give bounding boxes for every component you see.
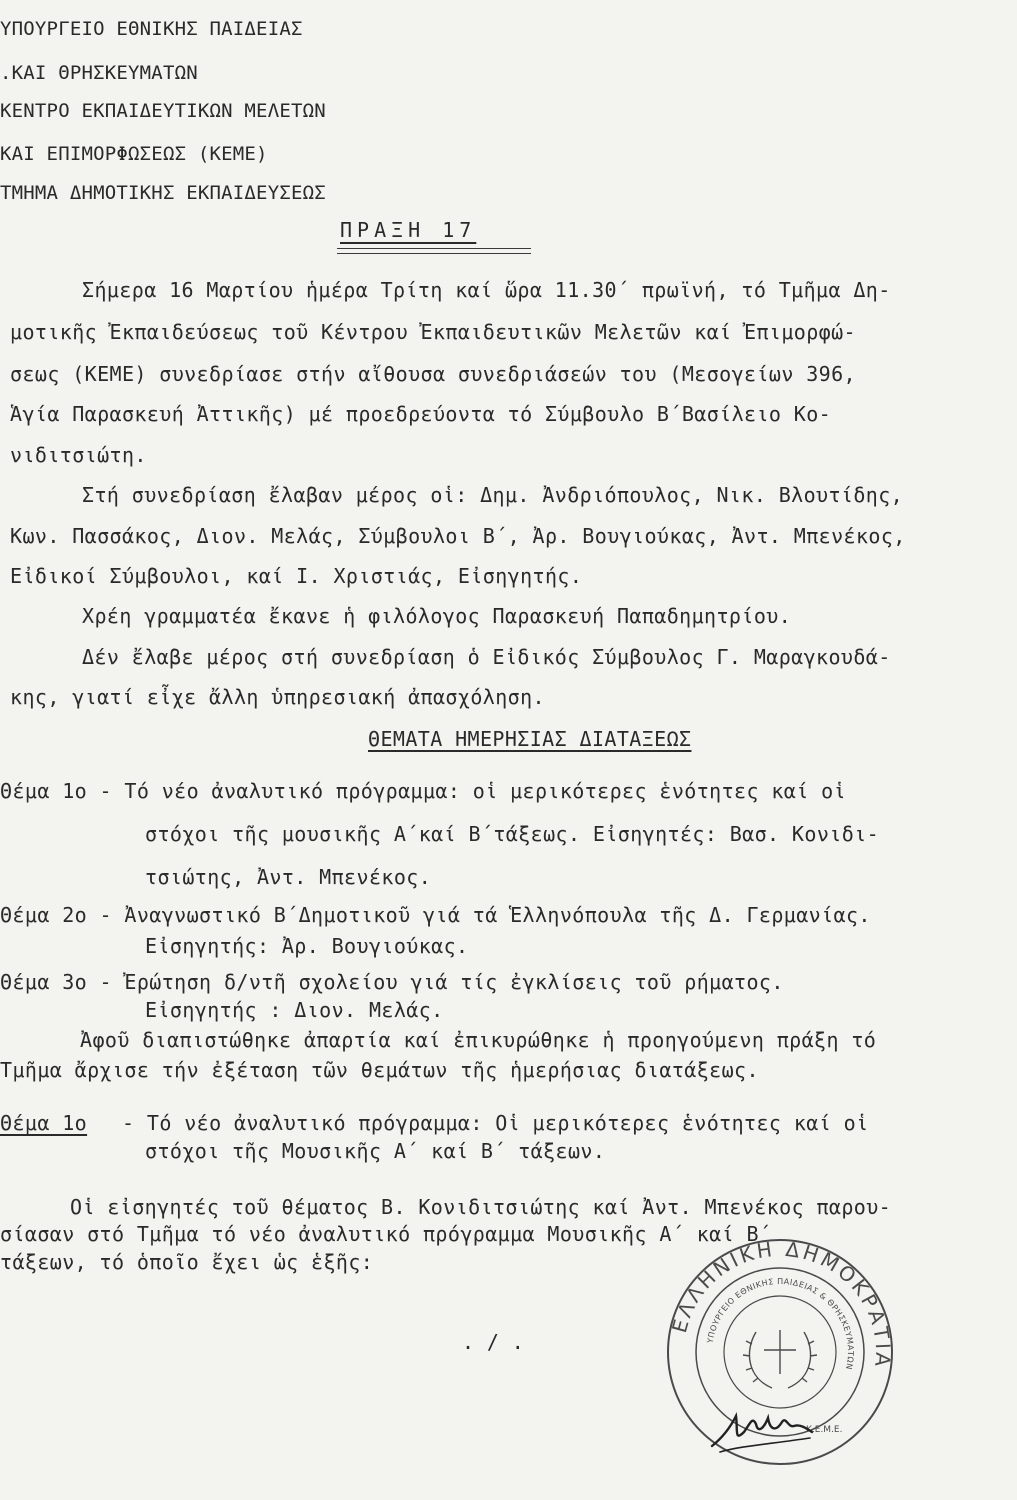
- closing-line: Οἱ εἰσηγητές τοῦ θέματος Β. Κονιδιτσιώτης καί Ἀντ. Μπενέκος παρου-: [70, 1195, 892, 1219]
- item1-label: Θέμα 1ο: [0, 1111, 88, 1135]
- body-line: κης, γιατί εἶχε ἄλλη ὑπηρεσιακή ἀπασχόληση.: [10, 685, 545, 709]
- continuation-mark: . / .: [462, 1330, 525, 1354]
- closing-line: σίασαν στό Τμῆμα τό νέο ἀναλυτικό πρόγραμμα Μουσικῆς Α΄ καί Β΄: [0, 1222, 772, 1246]
- header-line-ministry: ΥΠΟΥΡΓΕΙΟ ΕΘΝΙΚΗΣ ΠΑΙΔΕΙΑΣ: [0, 18, 303, 40]
- body-line: Ἁγία Παρασκευή Ἀττικῆς) μέ προεδρεύοντα τό Σύμβουλο Β΄Βασίλειο Κο-: [10, 402, 832, 426]
- body-line: Χρέη γραμματέα ἔκανε ἡ φιλόλογος Παρασκευή Παπαδημητρίου.: [82, 604, 792, 628]
- agenda-line: Θέμα 3ο - Ἐρώτηση δ/ντῆ σχολείου γιά τίς ἐγκλίσεις τοῦ ρήματος.: [0, 970, 784, 994]
- body-line: νιδιτσιώτη.: [10, 443, 147, 467]
- header-line-centre: ΚΕΝΤΡΟ ΕΚΠΑΙΔΕΥΤΙΚΩΝ ΜΕΛΕΤΩΝ: [0, 100, 326, 122]
- stamp-outer-text: ΕΛΛΗΝΙΚΗ ΔΗΜΟΚΡΑΤΙΑ: [667, 1236, 896, 1371]
- agenda-line: Εἰσηγητής: Ἀρ. Βουγιούκας.: [145, 934, 469, 958]
- body-line: Εἰδικοί Σύμβουλοι, καί Ι. Χριστιάς, Εἰσηγητής.: [10, 564, 583, 588]
- agenda-heading: ΘΕΜΑΤΑ ΗΜΕΡΗΣΙΑΣ ΔΙΑΤΑΞΕΩΣ: [368, 727, 692, 751]
- header-line-religion: .ΚΑΙ ΘΡΗΣΚΕΥΜΑΤΩΝ: [0, 62, 198, 84]
- body-line: Στή συνεδρίαση ἔλαβαν μέρος οἱ: Δημ. Ἀνδριόπουλος, Νικ. Βλουτίδης,: [82, 483, 904, 507]
- body-line: μοτικῆς Ἐκπαιδεύσεως τοῦ Κέντρου Ἐκπαιδευτικῶν Μελετῶν καί Ἐπιμορφώ-: [10, 320, 856, 344]
- signature-icon: [712, 1416, 812, 1446]
- body-line: Σήμερα 16 Μαρτίου ἡμέρα Τρίτη καί ὥρα 11.30΄ πρωϊνή, τό Τμῆμα Δη-: [82, 278, 891, 302]
- proceedings-line: Ἀφοῦ διαπιστώθηκε ἀπαρτία καί ἐπικυρώθηκε ἡ προηγούμενη πράξη τό: [80, 1028, 877, 1052]
- agenda-line: Θέμα 2ο - Ἀναγνωστικό Β΄Δημοτικοῦ γιά τά Ἑλληνόπουλα τῆς Δ. Γερμανίας.: [0, 903, 871, 927]
- header-line-keme: ΚΑΙ ΕΠΙΜΟΡΦΩΣΕΩΣ (ΚΕΜΕ): [0, 143, 268, 165]
- stamp-inner-text: ΥΠΟΥΡΓΕΙΟ ΕΘΝΙΚΗΣ ΠΑΙΔΕΙΑΣ & ΘΡΗΣΚΕΥΜΑΤΩΝ: [705, 1276, 856, 1371]
- body-line: Κων. Πασσάκος, Διον. Μελάς, Σύμβουλοι Β΄, Ἀρ. Βουγιούκας, Ἀντ. Μπενέκος,: [10, 524, 906, 548]
- official-stamp-icon: [660, 1232, 900, 1472]
- item1-line: στόχοι τῆς Μουσικῆς Α΄ καί Β΄ τάξεων.: [145, 1139, 606, 1163]
- agenda-line: Εἰσηγητής : Διον. Μελάς.: [145, 998, 444, 1022]
- closing-line: τάξεων, τό ὁποῖο ἔχει ὡς ἑξῆς:: [0, 1250, 374, 1274]
- body-line: Δέν ἔλαβε μέρος στή συνεδρίαση ὁ Εἰδικός Σύμβουλος Γ. Μαραγκουδά-: [82, 645, 891, 669]
- agenda-line: Θέμα 1ο - Τό νέο ἀναλυτικό πρόγραμμα: οἱ μερικότερες ἑνότητες καί οἱ: [0, 779, 846, 803]
- title-double-underline: [337, 248, 531, 254]
- signature-stroke-icon: [720, 1438, 810, 1452]
- item1-line: - Τό νέο ἀναλυτικό πρόγραμμα: Οἱ μερικότερες ἑνότητες καί οἱ: [122, 1111, 869, 1135]
- proceedings-line: Τμῆμα ἄρχισε τήν ἐξέταση τῶν θεμάτων τῆς ἡμερήσιας διατάξεως.: [0, 1058, 759, 1082]
- stamp-emblem: [743, 1330, 817, 1388]
- stamp-bottom-text: Κ.Ε.Μ.Ε.: [806, 1425, 843, 1435]
- page-title: ΠΡΑΞΗ 17: [340, 218, 477, 242]
- agenda-line: στόχοι τῆς μουσικῆς Α΄καί Β΄τάξεως. Εἰσηγητές: Βασ. Κονιδι-: [145, 822, 880, 846]
- header-line-department: ΤΜΗΜΑ ΔΗΜΟΤΙΚΗΣ ΕΚΠΑΙΔΕΥΣΕΩΣ: [0, 182, 326, 204]
- body-line: σεως (ΚΕΜΕ) συνεδρίασε στήν αἴθουσα συνεδριάσεών του (Μεσογείων 396,: [10, 362, 856, 386]
- agenda-line: τσιώτης, Ἀντ. Μπενέκος.: [145, 865, 432, 889]
